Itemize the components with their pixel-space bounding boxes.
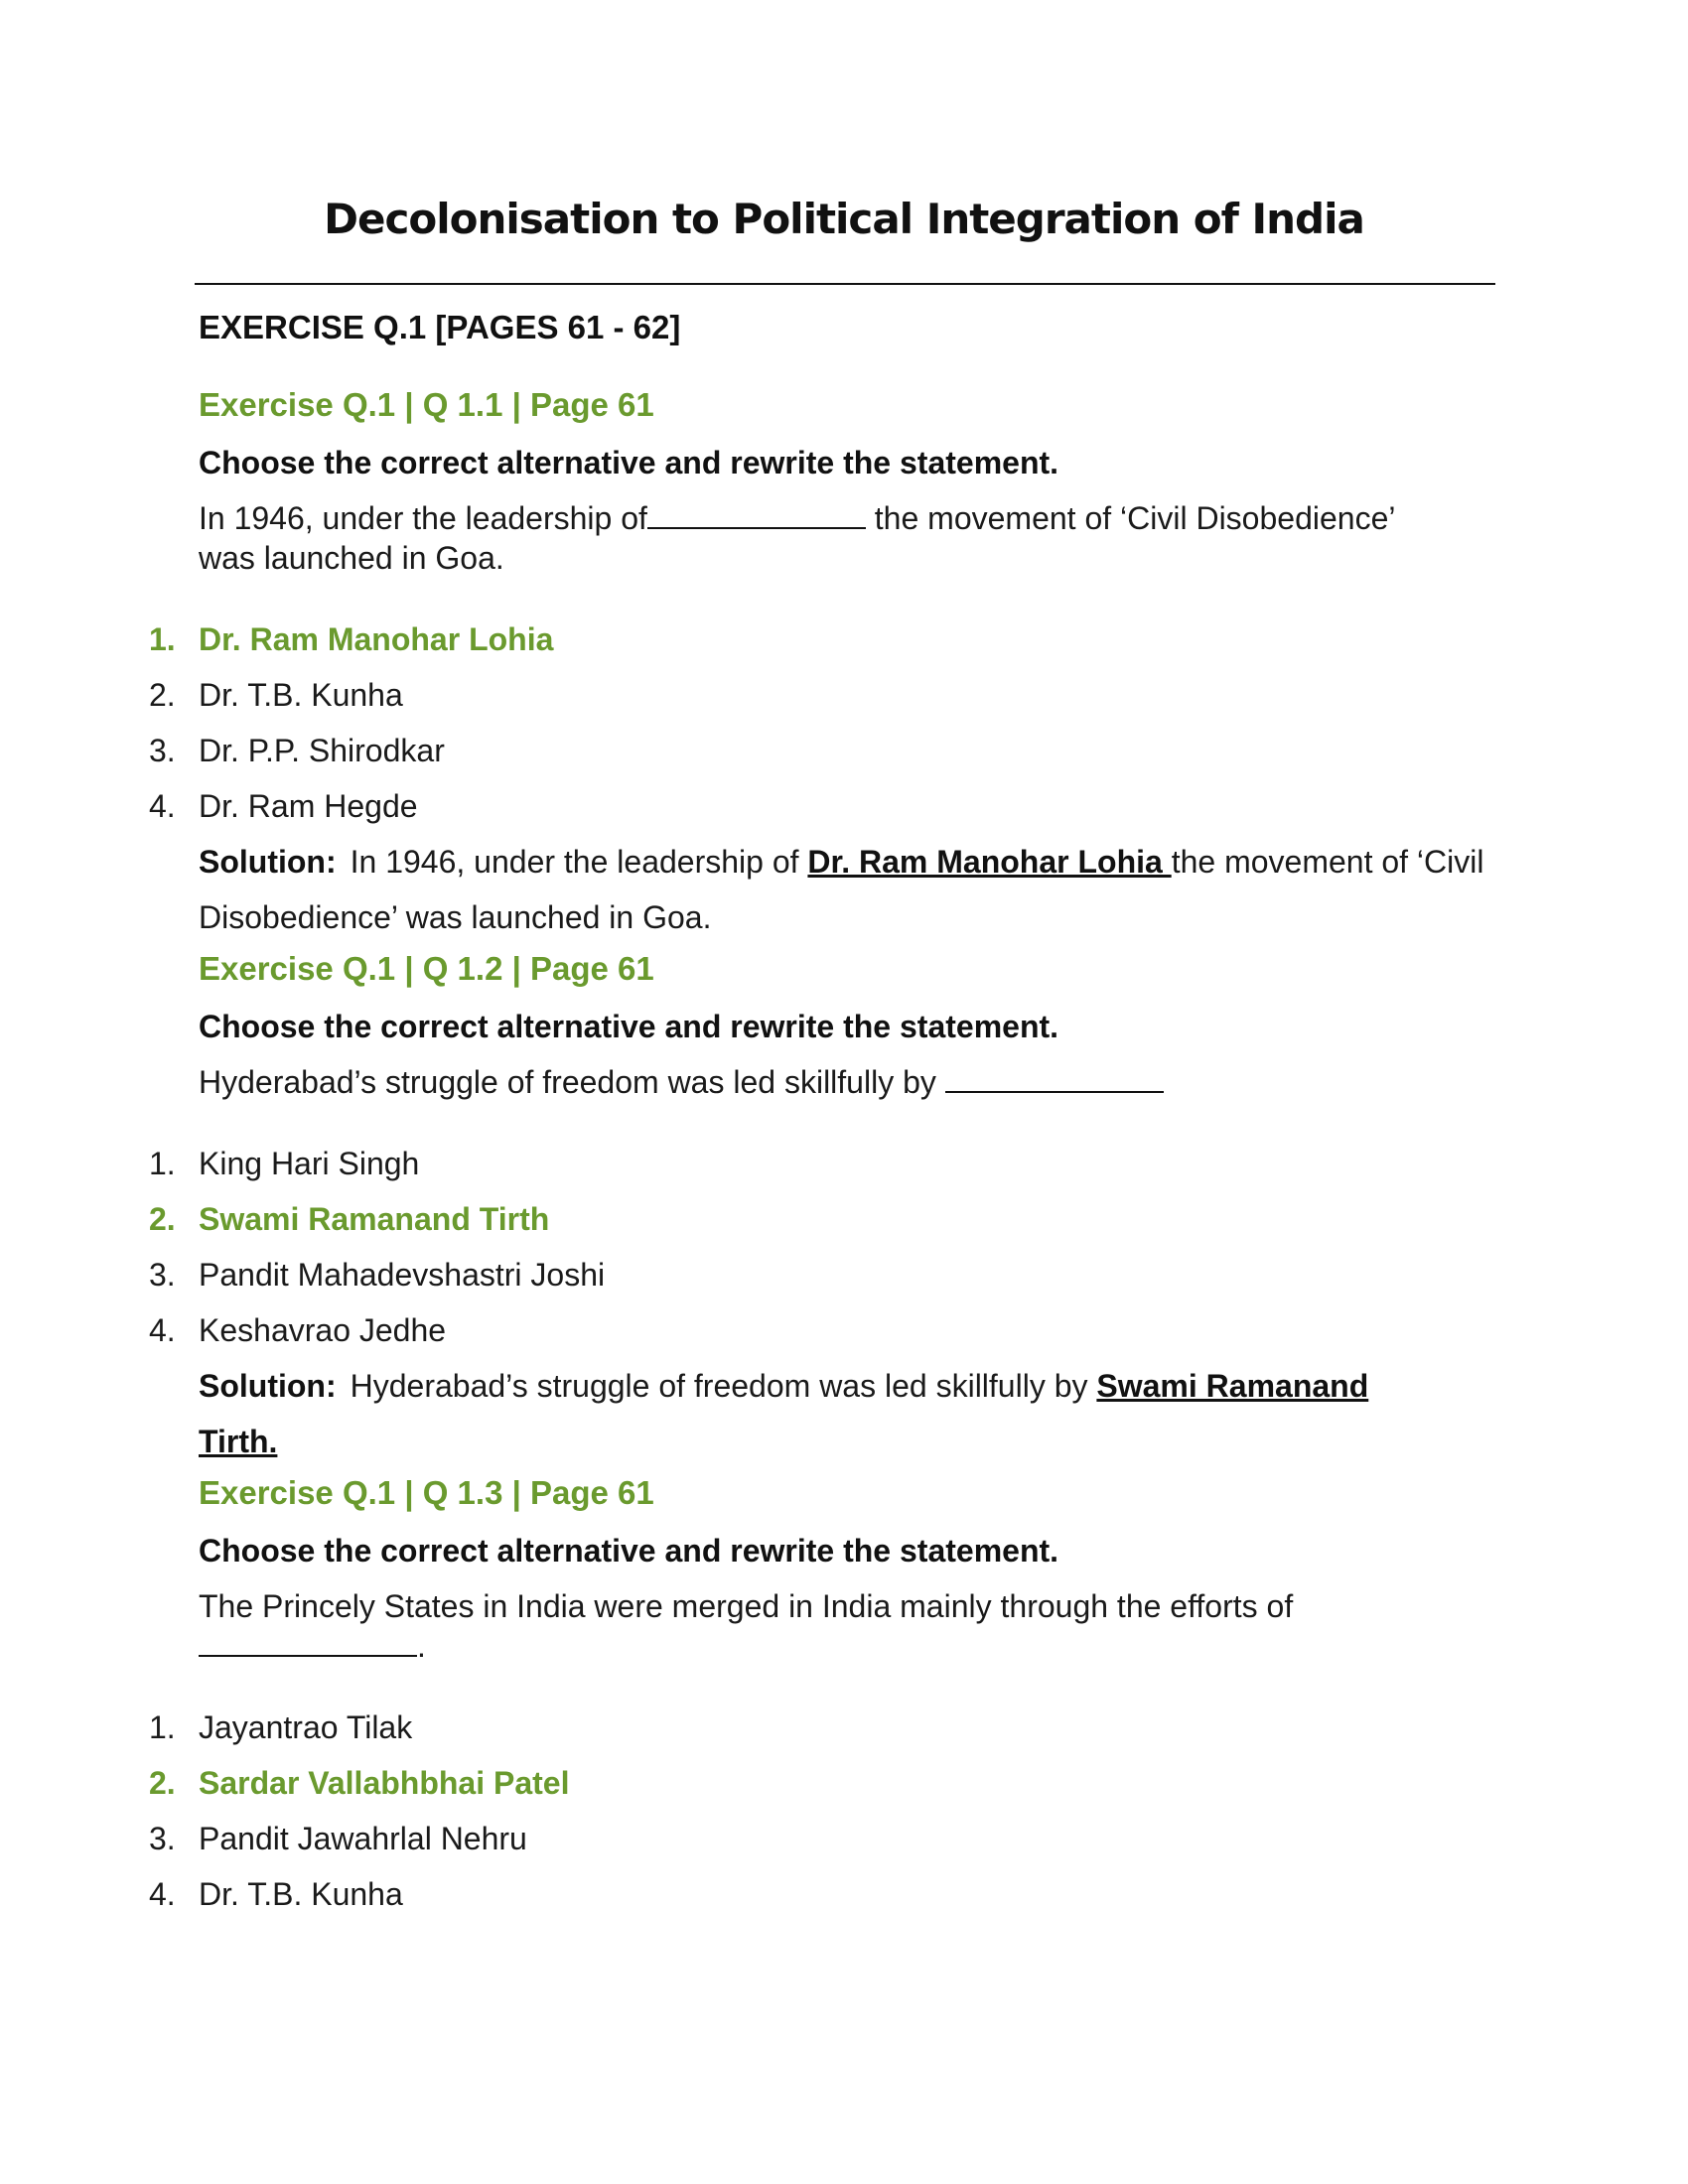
- solution-text-before: In 1946, under the leadership of: [350, 844, 808, 880]
- option-number: 3.: [149, 1257, 176, 1293]
- question-statement: [199, 1062, 1499, 1102]
- solution-label: Solution:: [199, 844, 337, 880]
- solution-answer: Swami Ramanand Tirth.: [199, 1368, 1369, 1459]
- statement-text-after: .: [417, 1628, 426, 1664]
- option-text: Pandit Mahadevshastri Joshi: [199, 1257, 606, 1293]
- option-item: [149, 1191, 1499, 1247]
- question-statement: [199, 1586, 1331, 1666]
- solution-text: [199, 834, 1499, 945]
- option-number: 3.: [149, 733, 176, 768]
- option-item: [149, 1136, 1499, 1191]
- answer-options: [149, 612, 1499, 834]
- answer-options: [149, 1136, 1499, 1358]
- question-instruction: Choose the correct alternative and rewrite the statement.: [199, 1009, 1059, 1044]
- question-statement: [199, 498, 1450, 578]
- option-number: 1.: [149, 621, 176, 657]
- option-text: Dr. T.B. Kunha: [199, 677, 403, 713]
- fill-in-blank: [199, 1627, 417, 1657]
- question-1-1: [149, 381, 1499, 945]
- fill-in-blank: [647, 499, 866, 529]
- option-item: [149, 778, 1499, 834]
- exercise-heading: EXERCISE Q.1 [PAGES 61 - 62]: [199, 309, 681, 345]
- option-number: 4.: [149, 788, 176, 824]
- option-item: [149, 1700, 1499, 1755]
- statement-text-before: Hyderabad’s struggle of freedom was led skillfully by: [199, 1064, 945, 1100]
- option-text: Dr. P.P. Shirodkar: [199, 733, 445, 768]
- option-item: [149, 1247, 1499, 1302]
- answer-options: [149, 1700, 1499, 1922]
- question-1-3: [149, 1469, 1499, 1922]
- option-item: [149, 1811, 1499, 1866]
- option-item: [149, 1866, 1499, 1922]
- document-title: Decolonisation to Political Integration of India: [324, 195, 1364, 243]
- option-text: Pandit Jawahrlal Nehru: [199, 1821, 527, 1856]
- title-divider: [195, 283, 1495, 285]
- statement-text-after: the movement of ‘Civil Disobedience’ was launched in Goa.: [199, 500, 1395, 576]
- option-number: 2.: [149, 1201, 176, 1237]
- fill-in-blank: [945, 1063, 1164, 1093]
- option-text: Swami Ramanand Tirth: [199, 1201, 550, 1237]
- question-instruction: Choose the correct alternative and rewrite the statement.: [199, 445, 1059, 480]
- option-number: 4.: [149, 1876, 176, 1912]
- option-text: Jayantrao Tilak: [199, 1709, 413, 1745]
- option-number: 4.: [149, 1312, 176, 1348]
- option-number: 3.: [149, 1821, 176, 1856]
- option-text: Keshavrao Jedhe: [199, 1312, 447, 1348]
- solution-answer: Dr. Ram Manohar Lohia: [807, 844, 1172, 880]
- option-number: 2.: [149, 1765, 176, 1801]
- solution-label: Solution:: [199, 1368, 337, 1404]
- option-item: [149, 1755, 1499, 1811]
- option-number: 2.: [149, 677, 176, 713]
- solution-text-after: the movement of ‘Civil Disobedience’ was launched in Goa.: [199, 844, 1484, 935]
- option-item: [149, 612, 1499, 667]
- solution-text: [199, 1358, 1420, 1469]
- option-text: Dr. T.B. Kunha: [199, 1876, 403, 1912]
- option-text: King Hari Singh: [199, 1146, 420, 1181]
- statement-text-before: The Princely States in India were merged in India mainly through the efforts of: [199, 1588, 1294, 1624]
- option-number: 1.: [149, 1709, 176, 1745]
- document-content: [149, 304, 1499, 1922]
- solution-text-before: Hyderabad’s struggle of freedom was led skillfully by: [350, 1368, 1097, 1404]
- option-text: Dr. Ram Hegde: [199, 788, 418, 824]
- question-reference: Exercise Q.1 | Q 1.3 | Page 61: [199, 1474, 654, 1511]
- statement-text-before: In 1946, under the leadership of: [199, 500, 647, 536]
- option-text: Dr. Ram Manohar Lohia: [199, 621, 554, 657]
- question-reference: Exercise Q.1 | Q 1.2 | Page 61: [199, 950, 654, 987]
- question-reference: Exercise Q.1 | Q 1.1 | Page 61: [199, 386, 654, 423]
- option-item: [149, 723, 1499, 778]
- question-1-2: [149, 945, 1499, 1469]
- question-instruction: Choose the correct alternative and rewrite the statement.: [199, 1533, 1059, 1569]
- option-item: [149, 1302, 1499, 1358]
- option-text: Sardar Vallabhbhai Patel: [199, 1765, 570, 1801]
- option-number: 1.: [149, 1146, 176, 1181]
- option-item: [149, 667, 1499, 723]
